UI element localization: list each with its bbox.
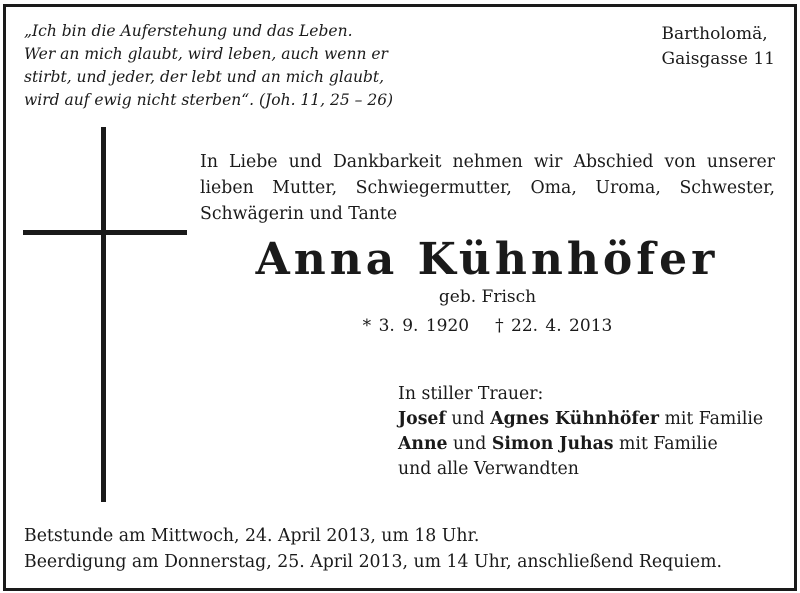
mourner-name: Anne — [398, 434, 448, 454]
mourners-line: und alle Verwandten — [398, 459, 579, 479]
deceased-name: Anna Kühnhöfer — [255, 234, 719, 285]
conjunction: und — [445, 409, 491, 429]
mourner-name: Josef — [398, 409, 446, 429]
mourner-name: Simon Juhas — [491, 434, 614, 454]
address-town: Bartholomä, — [661, 24, 768, 44]
mourners-heading: In stiller Trauer: — [398, 384, 544, 404]
quote-line: stirbt, und jeder, der lebt und an mich glaubt, — [24, 68, 385, 86]
intro-line: lieben Mutter, Schwiegermutter, Oma, Uroma, Schwester, — [200, 178, 775, 198]
intro-text — [200, 149, 775, 227]
prayer-service: Betstunde am Mittwoch, 24. April 2013, um 18 Uhr. — [24, 526, 480, 546]
mourners-line — [398, 407, 763, 432]
quote-line: Wer an mich glaubt, wird leben, auch wenn er — [24, 45, 388, 63]
maiden-name: geb. Frisch — [438, 287, 537, 307]
mourner-name: Agnes Kühnhöfer — [490, 409, 659, 429]
service-info — [24, 523, 722, 575]
address-street: Gaisgasse 11 — [661, 49, 775, 69]
intro-line: Schwägerin und Tante — [200, 204, 398, 224]
cross-icon — [101, 127, 106, 502]
quote-line: „Ich bin die Auferstehung und das Leben. — [24, 22, 353, 40]
funeral-service: Beerdigung am Donnerstag, 25. April 2013, um 14 Uhr, anschließend Requiem. — [24, 552, 722, 572]
address — [662, 22, 775, 72]
intro-line: In Liebe und Dankbarkeit nehmen wir Abschied von unserer — [200, 152, 775, 172]
mourner-suffix: mit Familie — [658, 409, 764, 429]
mourners-block — [398, 382, 763, 482]
death-date: † 22. 4. 2013 — [495, 316, 613, 336]
quote-line: wird auf ewig nicht sterben“. (Joh. 11, 25 – 26) — [24, 91, 394, 109]
mourners-line — [398, 432, 763, 457]
cross-icon-crossbar — [23, 230, 187, 235]
birth-date: * 3. 9. 1920 — [362, 316, 470, 336]
life-dates — [200, 314, 775, 338]
conjunction: und — [447, 434, 492, 454]
mourner-suffix: mit Familie — [613, 434, 718, 454]
bible-quote — [24, 20, 393, 112]
